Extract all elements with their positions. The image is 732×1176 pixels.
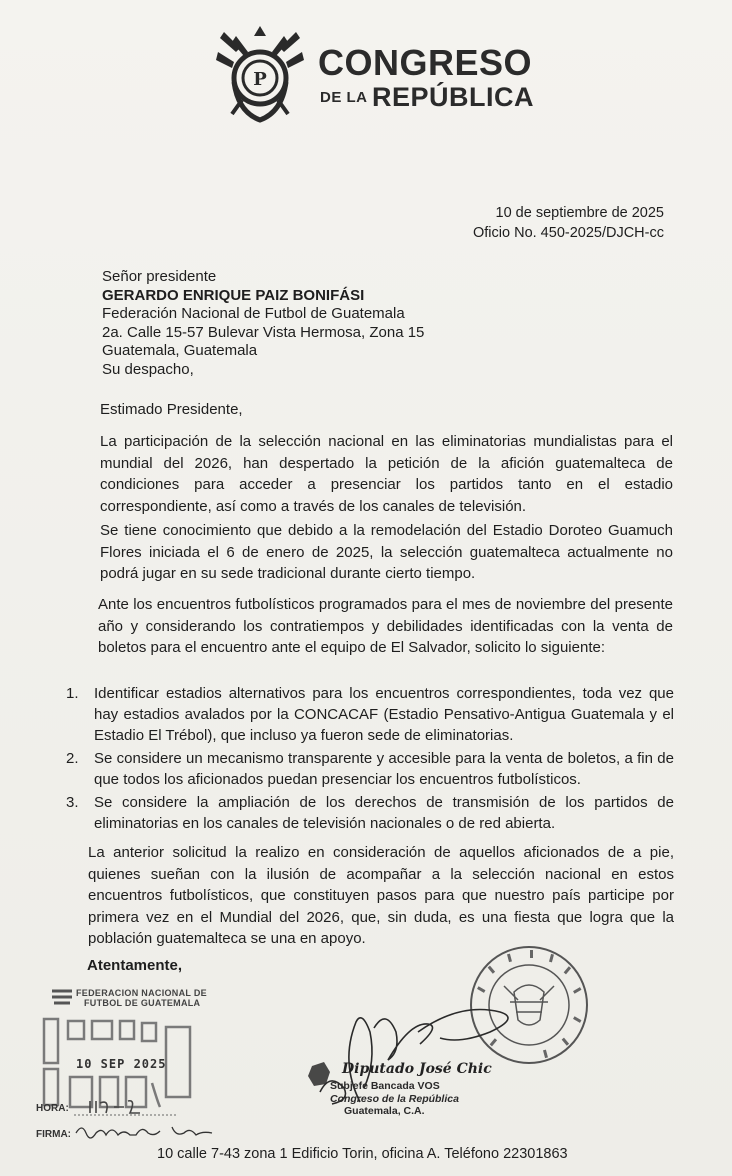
signer-title-block — [330, 1080, 459, 1118]
stamp-org-line2: FUTBOL DE GUATEMALA — [84, 998, 201, 1008]
recipient-title: Señor presidente — [102, 268, 217, 285]
list-item — [66, 683, 674, 746]
list-item-number: 2. — [66, 750, 79, 767]
list-item — [66, 792, 674, 834]
list-item-number: 3. — [66, 794, 79, 811]
firma-handwriting-icon — [72, 1121, 232, 1145]
letter-reference: Oficio No. 450-2025/DJCH-cc — [473, 225, 664, 241]
letter-date: 10 de septiembre de 2025 — [495, 205, 664, 221]
paragraph-1: La participación de la selección nacional en las eliminatorias mundialistas para el mundial del 2026, han despertado la petición de la afición guatemalteca de condiciones para acceder a presenciar los partidos tanto en el estadio correspondiente, así como a través de los canales de televisión. — [100, 433, 673, 515]
greeting: Estimado Presidente, — [100, 401, 243, 418]
recipient-name: GERARDO ENRIQUE PAIZ BONIFÁSI — [102, 286, 365, 304]
paragraph-4: La anterior solicitud la realizo en consideración de aquellos aficionados de a pie, quienes sueñan con la ilusión de acompañar a la selección nacional en estos encuentros futbolísticos, que constituyen pasos para que nuestro país participe por primera vez en el Mundial del 2026, que, sin duda, es una fiesta que logra que la población guatemalteca se una en apoyo. — [88, 844, 674, 947]
closing: Atentamente, — [87, 957, 183, 974]
fedefut-logo-icon — [50, 987, 74, 1009]
recipient-city: Guatemala, Guatemala — [102, 342, 258, 359]
letterhead-title: CONGRESO — [318, 42, 533, 83]
letterhead-subtitle — [320, 82, 534, 113]
date-block — [473, 203, 664, 243]
stamp-date: 10 SEP 2025 — [76, 1057, 167, 1071]
paragraph-3: Ante los encuentros futbolísticos programados para el mes de noviembre del presente año y considerando los contratiempos y debilidades identificadas con la venta de boletos para el encuentro ante el equipo de El Salvador, solicito lo siguiente: — [98, 596, 673, 656]
paragraph-2: Se tiene conocimiento que debido a la remodelación del Estadio Doroteo Guamuch Flores iniciada el 6 de enero de 2025, la selección guatemalteca actualmente no podrá jugar en su sede tradicional durante cierto tiempo. — [100, 522, 673, 582]
signer-line-2: Congreso de la República — [330, 1092, 459, 1105]
recipient-org: Federación Nacional de Futbol de Guatemala — [102, 305, 405, 322]
letterhead-de-la: DE LA — [320, 89, 368, 106]
signer-name: Diputado José Chic — [342, 1061, 492, 1077]
recipient-block — [102, 268, 424, 379]
footer-address: 10 calle 7-43 zona 1 Edificio Torin, oficina A. Teléfono 22301863 — [157, 1146, 568, 1162]
svg-text:P: P — [253, 69, 267, 90]
recipient-address: 2a. Calle 15-57 Bulevar Vista Hermosa, Zona 15 — [102, 323, 425, 341]
list-item-text: Se considere la ampliación de los derechos de transmisión de los partidos de eliminatorias en los canales de televisión nacionales o de red abierta. — [94, 794, 674, 832]
list-item — [66, 748, 674, 790]
received-stamp — [36, 985, 236, 1145]
stamp-firma-label: FIRMA: — [36, 1129, 71, 1140]
hora-handwriting-icon — [70, 1097, 180, 1121]
signer-line-1: Subjefe Bancada VOS — [330, 1080, 440, 1092]
stamp-org — [76, 988, 207, 1008]
stamp-hora-label: HORA: — [36, 1103, 69, 1114]
letterhead-republica: REPÚBLICA — [371, 82, 534, 112]
stamp-org-line1: FEDERACION NACIONAL DE — [76, 988, 207, 998]
congreso-emblem-icon — [214, 22, 306, 126]
list-item-text: Identificar estadios alternativos para los encuentros correspondientes, toda vez que hay estadios avalados por la CONCACAF (Estadio Pensativo-Antigua Guatemala y el Estadio El Trébol), que incluso ya fueron sede de eliminatorias. — [94, 685, 674, 744]
signer-line-3: Guatemala, C.A. — [344, 1105, 425, 1117]
list-item-text: Se considere un mecanismo transparente y accesible para la venta de boletos, a fin de que todos los aficionados puedan presenciar los encuentros futbolísticos. — [94, 750, 674, 788]
recipient-despacho: Su despacho, — [102, 360, 194, 378]
list-item-number: 1. — [66, 685, 79, 702]
request-list — [66, 683, 674, 836]
